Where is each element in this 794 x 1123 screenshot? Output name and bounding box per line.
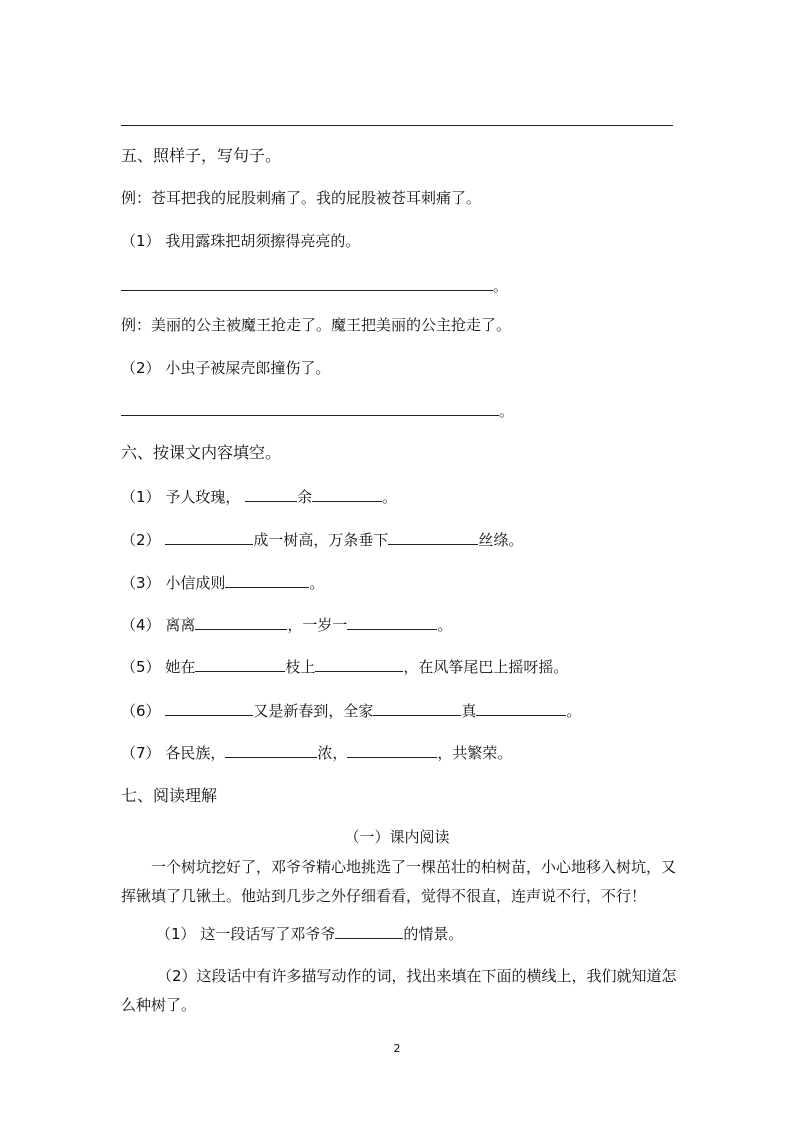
item-text: 又是新春到，全家 [253,702,374,720]
fill-blank[interactable] [165,530,253,545]
item-text: 。 [437,616,453,634]
fill-blank[interactable] [347,743,437,758]
item-text: ，共繁荣。 [437,744,513,762]
item-text: 余 [297,488,313,506]
section-7-heading: 七、阅读理解 [121,786,218,805]
item-text: ，一岁一 [287,616,348,634]
question-text: 这一段话写了邓爷爷 [200,925,336,943]
fill-blank[interactable] [388,530,478,545]
question-text: 我用露珠把胡须擦得亮亮的。 [165,232,361,250]
answer-line-5-2 [121,401,514,421]
section-5-heading: 五、照样子，写句子。 [121,146,282,165]
question-5-1 [121,231,360,251]
fill-item-1 [121,487,397,507]
example-1: 例：苍耳把我的屁股刺痛了。我的屁股被苍耳刺痛了。 [121,189,482,207]
question-number: （1） [121,232,161,250]
example-2: 例：美丽的公主被魔王抢走了。魔王把美丽的公主抢走了。 [121,316,512,334]
question-number: （2） [121,359,161,377]
item-number: （5） [121,658,161,676]
item-text: 小信成则 [165,574,226,592]
item-text: 予人玫瑰， [165,488,241,506]
question-5-2 [121,358,330,378]
fill-item-6 [121,701,581,721]
page-number: 2 [393,1042,401,1055]
fill-blank[interactable] [476,701,566,716]
item-text: 真 [461,702,477,720]
period: 。 [493,277,509,295]
reading-passage: 一个树坑挖好了，邓爷爷精心地挑选了一棵茁壮的柏树苗，小心地移入树坑，又挥锹填了几锹土。他站到几步之外仔细看看，觉得不很直，连声说不行，不行！ [121,858,677,905]
item-text: 成一树高，万条垂下 [253,531,389,549]
item-text: 浓， [317,744,348,762]
item-number: （7） [121,744,161,762]
item-number: （6） [121,702,161,720]
answer-blank[interactable] [121,401,499,416]
fill-blank[interactable] [373,701,461,716]
item-text: ，在风筝尾巴上摇呀摇。 [403,658,569,676]
fill-item-7 [121,743,512,763]
item-text: 。 [382,488,398,506]
fill-item-2 [121,530,523,550]
answer-line-5-1 [121,276,508,296]
reading-question-2: （2）这段话中有许多描写动作的词，找出来填在下面的横线上，我们就知道怎么种树了。 [121,967,677,1014]
item-number: （2） [121,531,161,549]
fill-item-5 [121,657,568,677]
answer-blank[interactable] [121,276,493,291]
question-text: 的情景。 [403,925,464,943]
question-number: （1） [156,925,196,943]
item-text: 丝绦。 [478,531,524,549]
item-number: （4） [121,616,161,634]
fill-blank[interactable] [312,487,382,502]
fill-item-4 [121,615,452,635]
item-number: （3） [121,574,161,592]
fill-blank[interactable] [225,573,309,588]
header-rule [121,125,673,126]
reading-subheading: （一）课内阅读 [344,828,450,846]
item-text: 。 [566,702,582,720]
item-text: 各民族， [165,744,226,762]
period: 。 [499,402,515,420]
fill-blank[interactable] [195,657,285,672]
item-text: 离离 [165,616,196,634]
item-text: 。 [309,574,325,592]
fill-blank[interactable] [347,615,437,630]
reading-question-1 [156,924,463,944]
fill-blank[interactable] [225,743,317,758]
fill-blank[interactable] [315,657,403,672]
fill-item-3 [121,573,324,593]
item-text: 她在 [165,658,196,676]
question-text: 小虫子被屎壳郎撞伤了。 [165,359,331,377]
item-text: 枝上 [285,658,316,676]
section-6-heading: 六、按课文内容填空。 [121,443,282,462]
fill-blank[interactable] [165,701,253,716]
fill-blank[interactable] [245,487,297,502]
fill-blank[interactable] [195,615,287,630]
fill-blank[interactable] [335,924,403,939]
item-number: （1） [121,488,161,506]
